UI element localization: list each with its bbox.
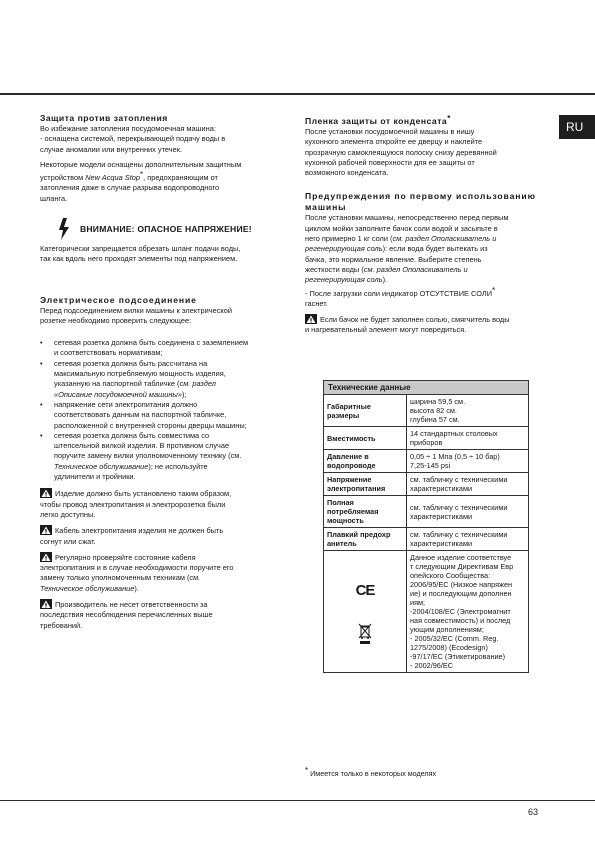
first-use-text: - После загрузки соли индикатор ОТСУТСТВИЕ СОЛИ*: [305, 285, 496, 298]
warning-triangle-icon: [40, 488, 52, 498]
list-item: • сетевая розетка должна быть совместима со штепсельной вилкой изделия. В противном случае поручите замену вилки уполномоченному технику (см. Техническое обслуживание); не используйте удлинители и тройники.: [40, 431, 290, 482]
flood-text: случае аномалии или внутренних утечек.: [40, 144, 183, 154]
left-column-lower: [40, 244, 290, 631]
warning-text: Категорически запрещается обрезать шланг подачи воды,: [40, 244, 241, 253]
first-use-text: него примерно 1 кг соли (см. раздел Ополаскиватель и: [305, 234, 497, 244]
spec-key: Напряжение электропитания: [324, 473, 407, 496]
first-use-title: Предупреждения по первому использованию: [305, 191, 536, 202]
spec-value: ширина 59,5 см. высота 82 см. глубина 57 см.: [407, 395, 529, 427]
list-item: • сетевая розетка должна быть соединена с заземлением и соответствовать нормативам;: [40, 338, 290, 359]
flood-text: шланга.: [40, 193, 68, 203]
film-text: возможного конденсата.: [305, 168, 389, 178]
table-row: [324, 395, 529, 427]
note-text: согнут или сжат.: [40, 536, 96, 546]
film-text: кухонного элемента откройте ее дверцу и наклейте: [305, 137, 483, 147]
first-use-text: циклом мойки заполните бачок соли водой и засыпьте в: [305, 223, 498, 233]
note-text: чтобы провод электропитания и электророзетка были: [40, 499, 226, 509]
first-use-text: После установки машины, непосредственно перед первым: [305, 213, 509, 223]
ce-mark: CE: [355, 582, 375, 599]
lightning-bolt-icon: [58, 218, 72, 240]
voltage-warning-title: ВНИМАНИЕ: ОПАСНОЕ НАПРЯЖЕНИЕ!: [80, 224, 252, 234]
warning-triangle-icon: [40, 599, 52, 609]
flood-text: Во избежание затопления посудомоечная машина:: [40, 124, 216, 133]
spec-key: Полная потребляемая мощность: [324, 496, 407, 528]
warning-triangle-icon: [305, 314, 317, 324]
flood-protection-title: Защита против затопления: [40, 113, 168, 123]
page-number: 63: [528, 807, 539, 817]
flood-text: - оснащена системой, перекрывающей подачу воды в: [40, 134, 226, 144]
first-use-text: бачка, это нормальное явление. Выберите степень: [305, 254, 482, 264]
first-use-text: регенерирующая соль).: [305, 275, 388, 285]
note-text: последствия несоблюдения перечисленных выше: [40, 610, 213, 620]
crossed-bin-icon: [358, 623, 372, 645]
film-text: кухонной рабочей поверхности для ее защиты от: [305, 157, 475, 167]
note-text: Производитель не несет ответственности за: [40, 599, 290, 610]
language-tab: RU: [559, 115, 595, 139]
check-list: [40, 338, 290, 482]
table-row: [324, 450, 529, 473]
directives-text: Данное изделие соответствуе т следующим Директивам Евр опейского Сообщества: 2006/95/EC (Низкое напряжен ие) и последующим дополнен иям; -2004/108/EC (Электромагнит ная совместимость) и послед ующим дополнениям; - 2005/32/EC (Comm. Reg. 1275/2008) (Ecodesign) -97/17/EC (Этикетирование) - 2002/96/EC: [407, 551, 529, 673]
first-use-text: гаснет.: [305, 298, 328, 308]
spec-key: Габаритные размеры: [324, 395, 407, 427]
table-row: [324, 528, 529, 551]
condensation-film-title: Пленка защиты от конденсата*: [305, 114, 451, 126]
spec-key: Плавкий предохр анитель: [324, 528, 407, 551]
note-text: Техническое обслуживание).: [40, 583, 139, 593]
technical-data-table: [323, 380, 529, 673]
table-header: Технические данные: [324, 381, 529, 395]
note-text: Регулярно проверяйте состояние кабеля: [40, 552, 290, 563]
certification-marks: [324, 551, 407, 673]
table-row: [324, 427, 529, 450]
note-text: требований.: [40, 620, 83, 630]
note-text: Если бачок не будет заполнен солью, смягчитель воды: [305, 314, 555, 325]
spec-value: см. табличку с техническими характеристиками: [407, 473, 529, 496]
bottom-rule: [0, 800, 595, 801]
note-text: легко доступны.: [40, 509, 96, 519]
spec-key: Вместимость: [324, 427, 407, 450]
first-use-text: жесткости воды (см. раздел Ополаскиватель и: [305, 264, 468, 274]
warning-text: так как вдоль него проходят элементы под напряжением.: [40, 254, 238, 264]
top-rule: [0, 93, 595, 95]
warning-triangle-icon: [40, 525, 52, 535]
flood-text: Некоторые модели оснащены дополнительным защитным: [40, 159, 242, 169]
list-item: • напряжение сети электропитания должно соответствовать данным на паспортной табличке, расположенной с внутренней стороны дверцы машины;: [40, 400, 290, 431]
voltage-warning: [58, 218, 252, 240]
note-text: Кабель электропитания изделия не должен быть: [40, 525, 290, 536]
electric-intro: розетке необходимо проверить следующее:: [40, 315, 192, 325]
note-text: замену только уполномоченным техникам (см.: [40, 573, 201, 583]
flood-text: затопления даже в случае разрыва водопроводного: [40, 183, 220, 193]
list-item: • сетевая розетка должна быть рассчитана на максимальную потребляемую мощность изделия, указанную на паспортной табличке (см. раздел «Описание посудомоечной машины»);: [40, 359, 290, 400]
electric-connection-title: Электрическое подсоединение: [40, 294, 197, 305]
footnote: * Имеется только в некоторых моделях: [305, 766, 437, 778]
left-column: [40, 113, 285, 204]
spec-key: Давление в водопроводе: [324, 450, 407, 473]
first-use-text: регенерирующая соль): если вода будет вытекать из: [305, 244, 488, 254]
first-use-title: машины: [305, 202, 347, 213]
table-row: [324, 551, 529, 673]
table-row: [324, 496, 529, 528]
spec-value: 0,05 ÷ 1 Mпа (0,5 ÷ 10 бар) 7,25-145 psi: [407, 450, 529, 473]
note-text: Изделие должно быть установлено таким образом,: [40, 488, 290, 499]
spec-value: см. табличку с техническими характеристиками: [407, 496, 529, 528]
spec-value: 14 стандартных столовых приборов: [407, 427, 529, 450]
right-column: [305, 113, 555, 336]
spec-value: см. табличку с техническими характеристиками: [407, 528, 529, 551]
flood-text: устройством New Acqua Stop*, предохраняющим от: [40, 170, 218, 183]
warning-triangle-icon: [40, 552, 52, 562]
film-text: прозрачную самоклеящуюся полоску снизу деревянной: [305, 147, 497, 157]
electric-intro: Перед подсоединением вилки машины к электрической: [40, 305, 232, 315]
film-text: После установки посудомоечной машины в нишу: [305, 127, 475, 136]
note-text: и нагревательный элемент могут повредиться.: [305, 325, 467, 335]
table-row: [324, 473, 529, 496]
note-text: электропитания и в случае необходимости поручите его: [40, 563, 234, 573]
